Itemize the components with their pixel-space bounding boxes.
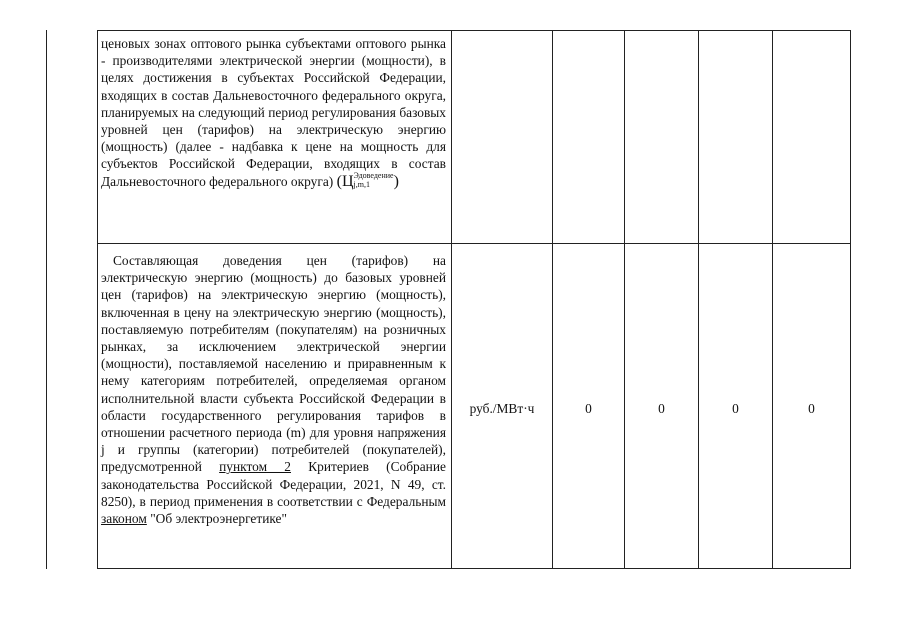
- row2-description: [101, 252, 446, 527]
- table-border-top: [97, 30, 851, 31]
- row2-unit: руб./МВт·ч: [469, 401, 535, 416]
- row2-text-c: "Об электроэнергетике": [150, 511, 287, 527]
- formula-base: Ц: [341, 172, 354, 190]
- formula-subscript: j,m,1: [353, 179, 370, 189]
- row2-text-b: Критериев (Собрание законодательства Российской Федерации, 2021, N 49, ст. 8250), в период применения в соответствии с Федеральным: [101, 459, 446, 509]
- row2-value-3: 0: [732, 401, 739, 416]
- table-border-left: [46, 30, 47, 569]
- link-zakon[interactable]: законом: [101, 511, 147, 527]
- row2-value-1: 0: [585, 401, 592, 416]
- table-border-col2: [451, 30, 452, 569]
- table-border-col4: [624, 30, 625, 569]
- row1-text: ценовых зонах оптового рынка субъектами оптового рынка - производителями электрической энергии (мощности), в целях достижения в субъектах Российской Федерации, входящих в состав Дальневосточного федерального округа, планируемых на следующий период регулирования базовых уровней цен (тарифов) на электрическую энергию (мощность) (далее - надбавка к цене на мощность для субъектов Российской Федерации, входящих в состав Дальневосточного федерального округа): [101, 36, 446, 189]
- formula-indices: [354, 171, 394, 189]
- table-border-col1: [97, 30, 98, 569]
- row2-value-4: 0: [808, 401, 815, 416]
- table-border-right: [850, 30, 851, 569]
- row1-formula: (Ц Эдоведение j,m,1 ): [336, 170, 399, 190]
- table-border-col6: [772, 30, 773, 569]
- table-border-col5: [698, 30, 699, 569]
- row2-value-2: 0: [658, 401, 665, 416]
- table-border-col3: [552, 30, 553, 569]
- formula-superscript: Эдоведение: [353, 170, 394, 180]
- table-border-bottom: [97, 568, 851, 569]
- row2-text-a: Составляющая доведения цен (тарифов) на электрическую энергию (мощность) до базовых уровней цен (тарифов) на электрическую энергию (мощность), включенная в цену на электрическую энергию (мощность), поставляемую потребителям (покупателям) на розничных рынках, за исключением электрической энергии (мощности), поставляемой населению и приравненным к нему категориям потребителей, определяемая органом исполнительной власти субъекта Российской Федерации в области государственного регулирования тарифов в отношении расчетного периода (m) для уровня напряжения j и группы (категории) потребителей (покупателей), предусмотренной: [101, 253, 446, 475]
- row1-description: [101, 35, 446, 191]
- link-punkt-2[interactable]: пунктом 2: [219, 459, 291, 475]
- table-row-divider: [97, 243, 851, 244]
